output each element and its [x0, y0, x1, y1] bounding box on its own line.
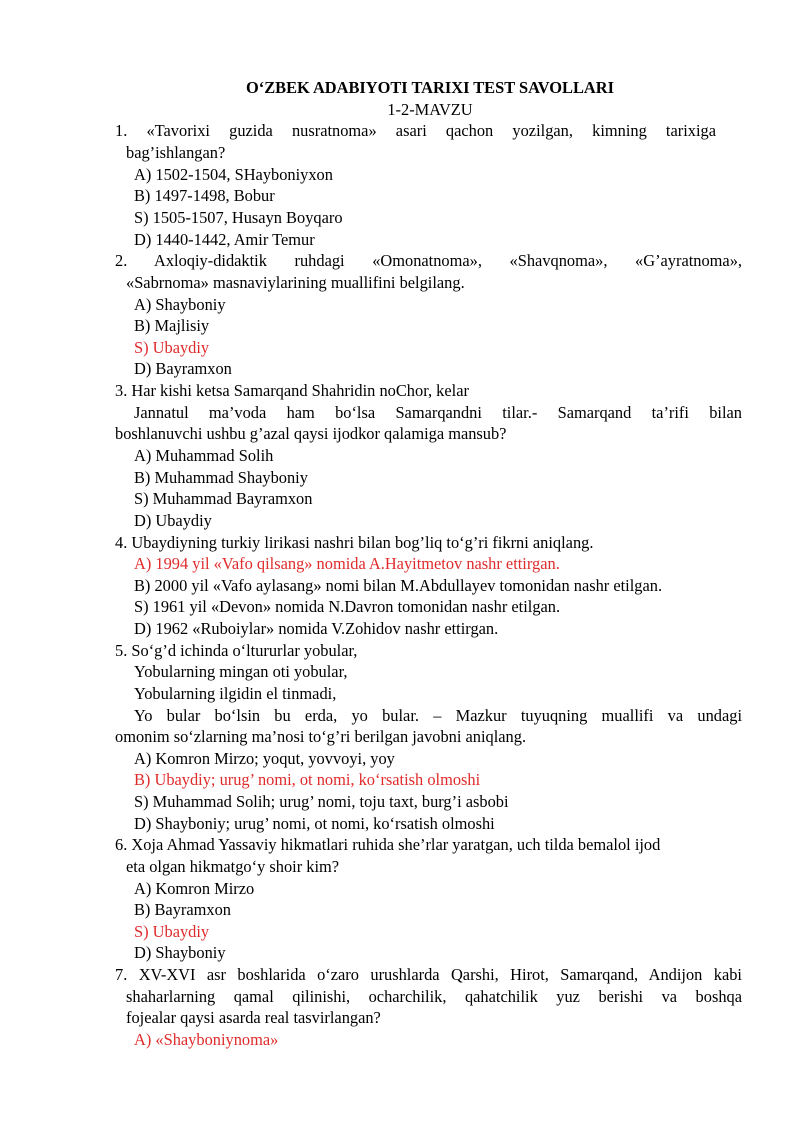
question-2-option-a: A) Shayboniy — [134, 295, 226, 314]
question-1-option-d: D) 1440-1442, Amir Temur — [134, 230, 315, 249]
question-3-text-line-3: boshlanuvchi ushbu g’azal qaysi ijodkor qalamiga mansub? — [115, 424, 507, 443]
question-6-text-line-1: 6. Xoja Ahmad Yassaviy hikmatlari ruhida she’rlar yaratgan, uch tilda bemalol ijod — [115, 835, 661, 854]
document-title: O‘ZBEK ADABIYOTI TARIXI TEST SAVOLLARI — [246, 78, 614, 97]
question-4-option-b: B) 2000 yil «Vafo aylasang» nomi bilan M.Abdullayev tomonidan nashr etilgan. — [134, 576, 663, 595]
question-1-option-s: S) 1505-1507, Husayn Boyqaro — [134, 208, 343, 227]
question-5-option-d: D) Shayboniy; urug’ nomi, ot nomi, ko‘rsatish olmoshi — [134, 814, 495, 833]
question-4-option-a-correct: A) 1994 yil «Vafo qilsang» nomida A.Hayitmetov nashr ettirgan. — [134, 554, 560, 573]
question-4-text-line-1: 4. Ubaydiyning turkiy lirikasi nashri bilan bog’liq to‘g’ri fikrni aniqlang. — [115, 533, 594, 552]
question-6-option-d: D) Shayboniy — [134, 943, 226, 962]
question-2-option-s-correct: S) Ubaydiy — [134, 338, 210, 357]
question-7-option-a-correct: A) «Shayboniynoma» — [134, 1030, 279, 1049]
question-3-option-s: S) Muhammad Bayramxon — [134, 489, 313, 508]
question-5-option-a: A) Komron Mirzo; yoqut, yovvoyi, yoy — [134, 749, 395, 768]
question-7-text-line-1: 7. XV-XVI asr boshlarida o‘zaro urushlarda Qarshi, Hirot, Samarqand, Andijon kabi — [115, 965, 742, 984]
question-5-text-line-3: Yobularning ilgidin el tinmadi, — [134, 684, 337, 703]
question-1-text-line-2: bag’ishlangan? — [126, 143, 226, 162]
question-4-option-d: D) 1962 «Ruboiylar» nomida V.Zohidov nashr ettirgan. — [134, 619, 499, 638]
question-7-text-line-2: shaharlarning qamal qilinishi, ocharchilik, qahatchilik yuz berishi va boshqa — [126, 987, 742, 1006]
question-3-option-b: B) Muhammad Shayboniy — [134, 468, 308, 487]
question-5-text-line-4: Yo bular bo‘lsin bu erda, yo bular. – Mazkur tuyuqning muallifi va undagi — [134, 706, 742, 725]
question-3-text-line-1: 3. Har kishi ketsa Samarqand Shahridin noChor, kelar — [115, 381, 469, 400]
question-3-option-a: A) Muhammad Solih — [134, 446, 274, 465]
question-7-text-line-3: fojealar qaysi asarda real tasvirlangan? — [126, 1008, 381, 1027]
question-2-option-b: B) Majlisiy — [134, 316, 210, 335]
question-2-text-line-2: «Sabrnoma» masnaviylarining muallifini belgilang. — [126, 273, 465, 292]
question-6-option-b: B) Bayramxon — [134, 900, 231, 919]
question-1-option-b: B) 1497-1498, Bobur — [134, 186, 275, 205]
question-2-option-d: D) Bayramxon — [134, 359, 232, 378]
question-6-text-line-2: eta olgan hikmatgo‘y shoir kim? — [126, 857, 340, 876]
question-1-text-line-1: 1. «Tavorixi guzida nusratnoma» asari qachon yozilgan, kimning tarixiga — [115, 121, 716, 140]
question-6-option-s-correct: S) Ubaydiy — [134, 922, 210, 941]
document-subtitle: 1-2-MAVZU — [387, 100, 473, 119]
question-5-text-line-5: omonim so‘zlarning ma’nosi to‘g’ri berilgan javobni aniqlang. — [115, 727, 527, 746]
question-3-text-line-2: Jannatul ma’voda ham bo‘lsa Samarqandni tilar.- Samarqand ta’rifi bilan — [134, 403, 742, 422]
question-3-option-d: D) Ubaydiy — [134, 511, 212, 530]
question-5-option-b-correct: B) Ubaydiy; urug’ nomi, ot nomi, ko‘rsatish olmoshi — [134, 770, 481, 789]
question-1-option-a: A) 1502-1504, SHayboniyxon — [134, 165, 333, 184]
question-2-text-line-1: 2. Axloqiy-didaktik ruhdagi «Omonatnoma», «Shavqnoma», «G’ayratnoma», — [115, 251, 742, 270]
question-6-option-a: A) Komron Mirzo — [134, 879, 255, 898]
question-5-text-line-1: 5. So‘g’d ichinda o‘ltururlar yobular, — [115, 641, 358, 660]
question-5-option-s: S) Muhammad Solih; urug’ nomi, toju taxt, burg’i asbobi — [134, 792, 509, 811]
question-5-text-line-2: Yobularning mingan oti yobular, — [134, 662, 348, 681]
question-4-option-s: S) 1961 yil «Devon» nomida N.Davron tomonidan nashr etilgan. — [134, 597, 561, 616]
